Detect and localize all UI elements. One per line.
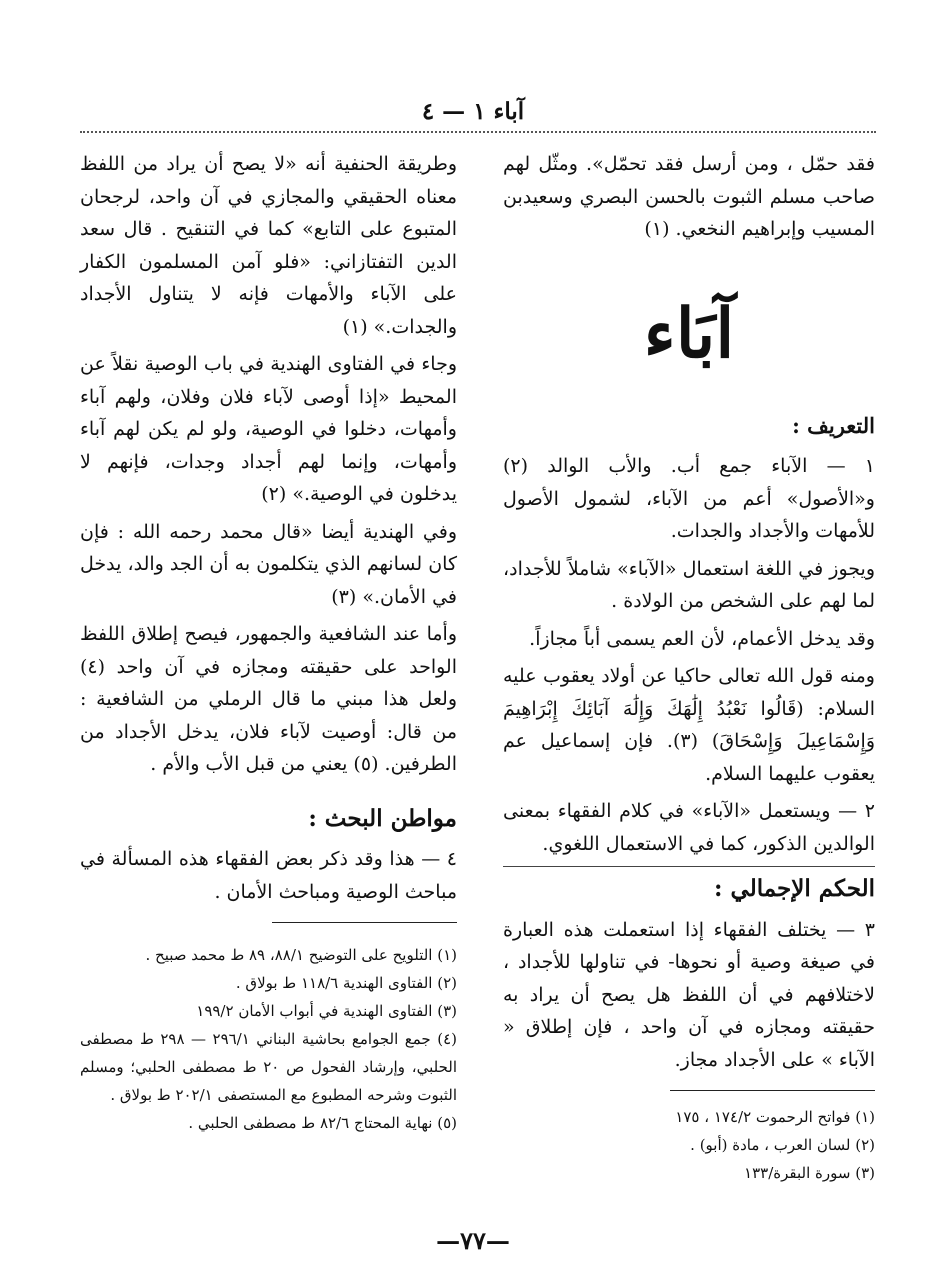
definition-heading: التعريف : [792,412,875,438]
left-column [80,148,457,1137]
right-column [503,148,875,1187]
paragraph-hindiyya: وجاء في الفتاوى الهندية في باب الوصية نقلاً عن المحيط «إذا أوصى لآباء فلان وفلان، ولهم آباء وأمهات، دخلوا في الوصية، ولو لم يكن لهم آباء وأمهات، وإنما لهم أجداد وجدات، فإنهم لا يدخلون في الوصية.» (٢) [80,353,457,505]
footnote: (٣) سورة البقرة/١٣٣ [744,1164,875,1182]
footnote: (٢) لسان العرب ، مادة (أبو) . [690,1136,875,1154]
ruling-heading: الحكم الإجمالي : [714,875,875,902]
paragraph-hindiyya-2: وفي الهندية أيضا «قال محمد رحمه الله : فإن كان لسانهم الذي يتكلمون به أن الجد والد، يدخل في الأمان.» (٣) [80,520,457,608]
paragraph-4: ومنه قول الله تعالى حاكيا عن أولاد يعقوب عليه السلام: (قَالُوا نَعْبُدُ إِلَٰهَكَ وَإِلَٰهَ آبَائِكَ إِبْرَاهِيمَ وَإِسْمَاعِيلَ وَإِسْحَاقَ) (٣). فإن إسماعيل عم يعقوب عليهما السلام. [503,665,876,785]
footnote-divider [670,1090,875,1091]
paragraph-2: ويجوز في اللغة استعمال «الآباء» شاملاً للأجداد، لما لهم على الشخص من الولادة . [503,557,875,612]
footnote: (٤) جمع الجوامع بحاشية البناني ٢٩٦/١ — ٢٩٨ ط مصطفى الحلبي، وإرشاد الفحول ص ٢٠ ط مصطفى الحلبي؛ ومسلم الثبوت وشرحه المطبوع مع المستصفى ٢٠٢/١ ط بولاق . [80,1030,457,1104]
footnote: (٥) نهاية المحتاج ٨٢/٦ ط مصطفى الحلبي . [188,1114,457,1132]
footnote: (٣) الفتاوى الهندية في أبواب الأمان ١٩٩/٢ [196,1002,457,1020]
intro-paragraph: فقد حمّل ، ومن أرسل فقد تحمّل». ومثّل لهم صاحب مسلم الثبوت بالحسن البصري وسعيدبن المسيب وإبراهيم النخعي. (١) [503,153,875,240]
footnotes-right [503,1103,875,1187]
paragraph-3: وقد يدخل الأعمام، لأن العم يسمى أباً مجازاً. [529,627,875,650]
paragraph-hanafi: وطريقة الحنفية أنه «لا يصح أن يراد من اللفظ معناه الحقيقي والمجازي في آن واحد، لرجحان المتبوع على التابع» كما في التنقيح . قال سعد الدين التفتازاني: «فلو آمن المسلمون الكفار على الآباء والأمهات فإنه لا يتناول الأجداد والجدات.» (١) [80,153,457,338]
footnote-divider [272,922,457,923]
paragraph-topics: ٤ — هذا وقد ذكر بعض الفقهاء هذه المسألة في مباحث الوصية ومباحث الأمان . [80,848,457,903]
paragraph-1: ١ — الآباء جمع أب. والأب الوالد (٢) و«الأصول» أعم من الآباء، لشمول الأصول للأمهات والأجداد والجدات. [503,455,875,542]
paragraph-6: ٣ — يختلف الفقهاء إذا استعملت هذه العبارة في صيغة وصية أو نحوها- في تناولها للأجداد ، لاختلافهم في أن اللفظ هل يصح أن يراد به حقيقته ومجازه في آن واحد ، فإن إطلاق « الآباء » على الأجداد مجاز. [503,918,875,1071]
footnote: (٢) الفتاوى الهندية ١١٨/٦ ط بولاق . [235,974,457,992]
header-divider [80,131,876,133]
topics-heading: مواطن البحث : [308,804,457,832]
footnote: (١) التلويح على التوضيح ٨٨/١، ٨٩ ط محمد صبيح . [145,946,457,964]
paragraph-5: ٢ — ويستعمل «الآباء» في كلام الفقهاء بمعنى الوالدين الذكور، كما في الاستعمال اللغوي. [503,795,875,867]
entry-title: آبَاء [643,293,735,374]
footnotes-left [80,941,457,1137]
page-number: —٧٧— [436,1226,510,1255]
paragraph-shafii: وأما عند الشافعية والجمهور، فيصح إطلاق اللفظ الواحد على حقيقته ومجازه في آن واحد (٤) ولعل هذا مبني ما قال الرملي من الشافعية : من قال: أوصيت لآباء فلان، يدخل الأجداد من الطرفين. (٥) يعني من قبل الأب والأم . [80,623,457,775]
page-header: آباء ١ — ٤ [421,98,525,125]
footnote: (١) فواتح الرحموت ١٧٤/٢ ، ١٧٥ [675,1108,875,1126]
